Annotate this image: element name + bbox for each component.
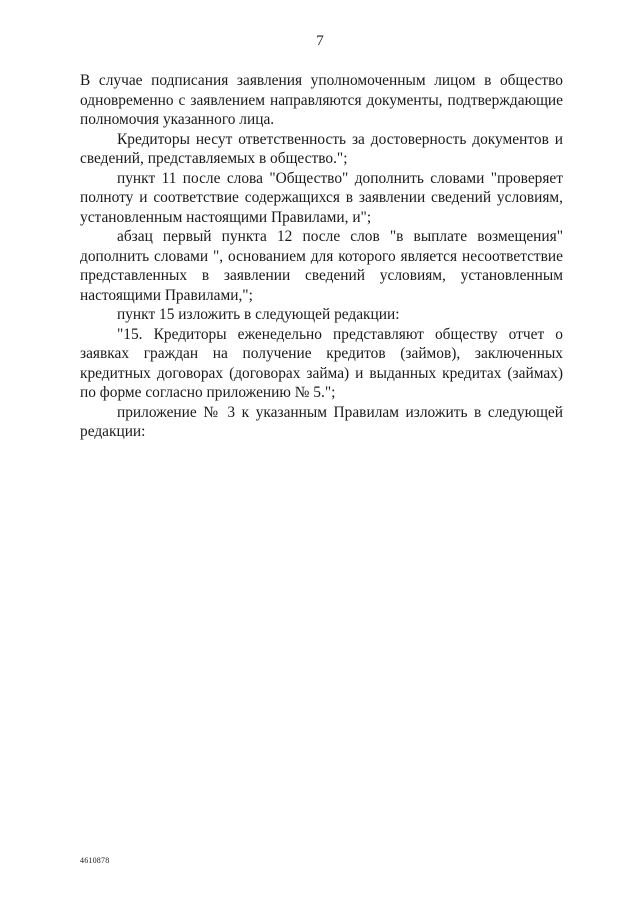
- paragraph-appendix-3: приложение № 3 к указанным Правилам изложить в следующей редакции:: [80, 403, 563, 440]
- body-text: [80, 71, 563, 442]
- document-code: 4610878: [80, 856, 110, 865]
- paragraph-authorized-person: В случае подписания заявления уполномоченным лицом в общество одновременно с заявлением направляются документы, подтверждающие полномочия указанного лица.: [80, 72, 563, 128]
- paragraph-item-15-intro: пункт 15 изложить в следующей редакции:: [117, 306, 400, 323]
- paragraph-item-12: абзац первый пункта 12 после слов "в выплате возмещения" дополнить словами ", основанием для которого является несоответствие представленных в заявлении сведений условиям, установленным настоящими Правилами,";: [80, 228, 563, 304]
- paragraph-item-11: пункт 11 после слова "Общество" дополнить словами "проверяет полноту и соответствие содержащихся в заявлении сведений условиям, установленным настоящими Правилами, и";: [80, 169, 563, 226]
- paragraph-creditors-responsibility: Кредиторы несут ответственность за достоверность документов и сведений, представляемых в общество.";: [80, 130, 563, 167]
- page-number: 7: [316, 33, 324, 49]
- paragraph-item-15-text: "15. Кредиторы еженедельно представляют обществу отчет о заявках граждан на получение кредитов (займов), заключенных кредитных договорах (договорах займа) и выданных кредитах (займах) по форме согласно приложению № 5.";: [80, 325, 563, 401]
